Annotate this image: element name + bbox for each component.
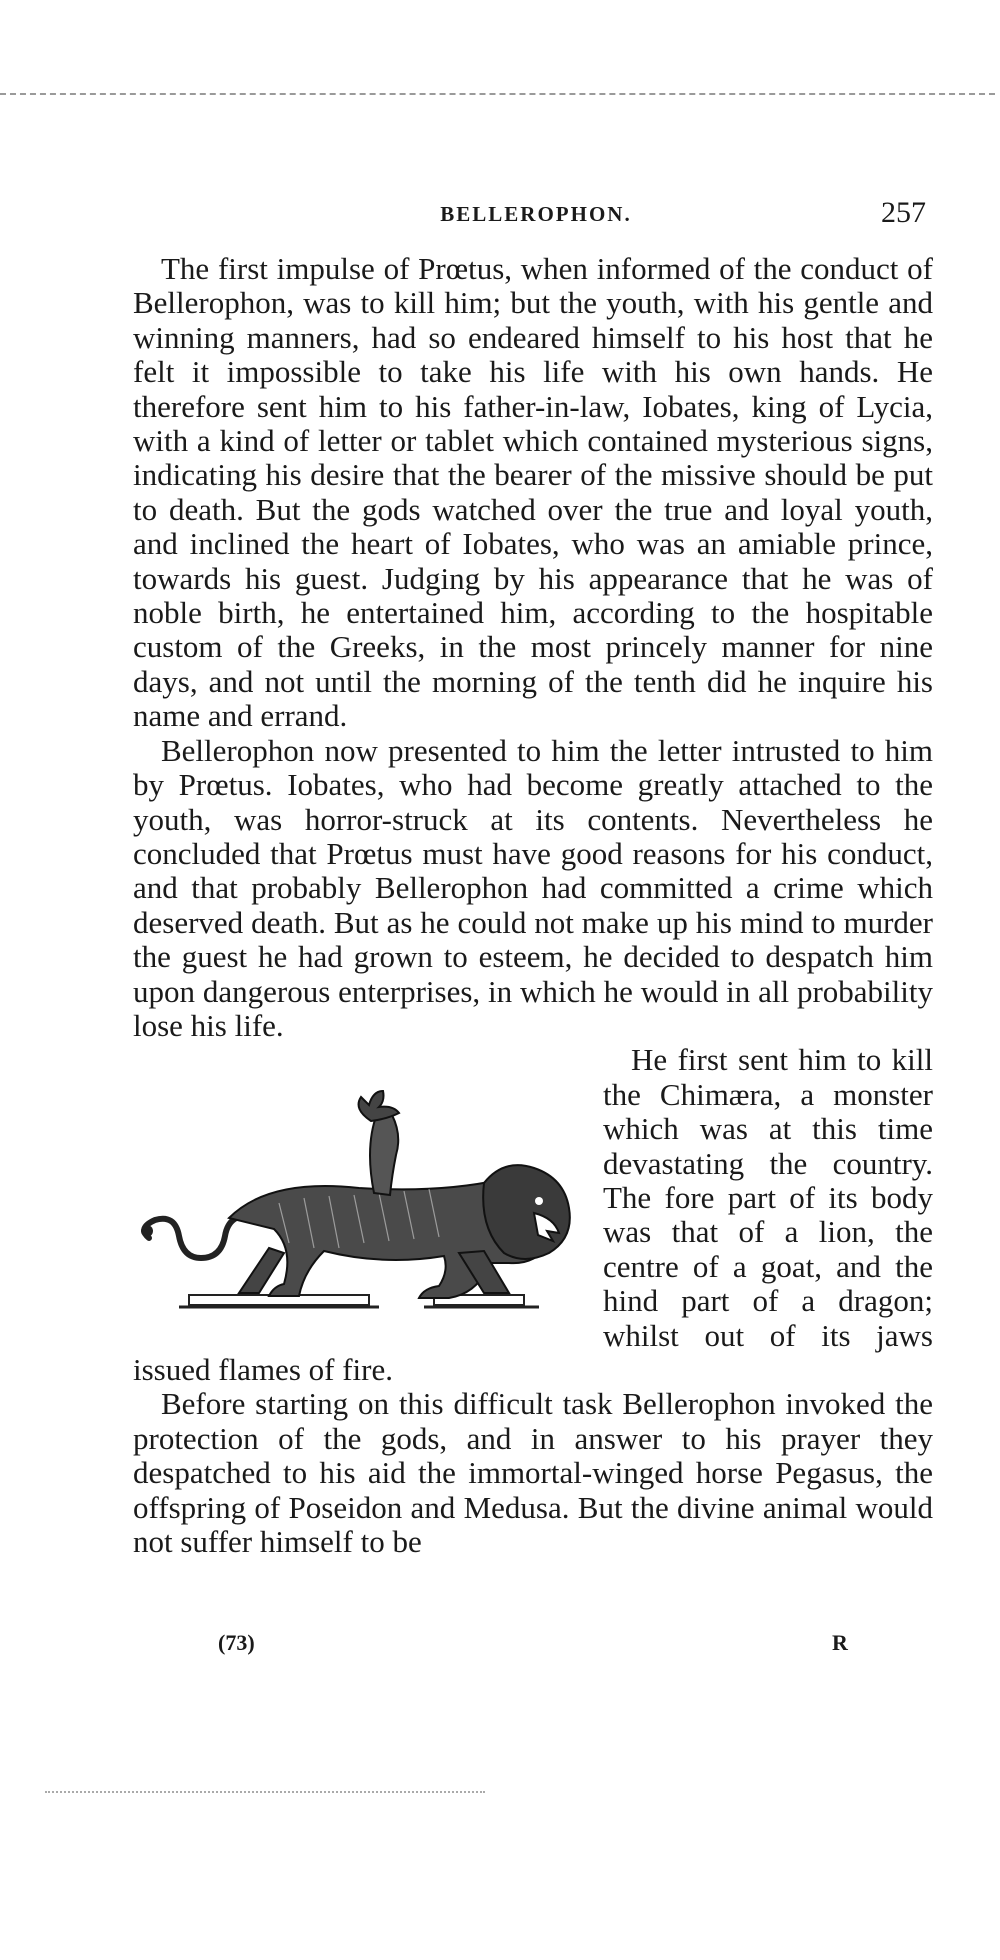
page-header bbox=[140, 196, 932, 232]
scan-artifact-top-line bbox=[0, 93, 995, 95]
paragraph-4: Before starting on this difficult task Bellerophon invoked the protection of the gods, and in answer to his prayer they despatched to his aid the immortal-winged horse Pegasus, the offspring of Poseidon and Medusa. But the divine animal would not suffer himself to be bbox=[133, 1386, 933, 1560]
chimaera-illustration-icon bbox=[129, 1043, 599, 1348]
paragraph-1: The first impulse of Prœtus, when informed of the conduct of Bellerophon, was to kill him; but the youth, with his gentle and winning manners, had so endeared himself to his host that he felt it impossible to take his life with his own hands. He therefore sent him to his father-in-law, Iobates, king of Lycia, with a kind of letter or tablet which contained mysterious signs, indicating his desire that the bearer of the missive should be put to death. But the gods watched over the true and loyal youth, and inclined the heart of Iobates, who was an amiable prince, towards his guest. Judging by his appearance that he was of noble birth, he entertained him, according to the hospitable custom of the Greeks, in the most princely manner for nine days, and not until the morning of the tenth did he inquire his name and errand. bbox=[133, 251, 933, 734]
scan-artifact-bottom-line bbox=[45, 1791, 485, 1793]
paragraph-2 bbox=[133, 734, 933, 1044]
running-title: BELLEROPHON. bbox=[440, 202, 632, 226]
page-number: 257 bbox=[881, 196, 926, 229]
chimaera-figure bbox=[129, 1043, 599, 1348]
paragraph-2-text: Bellerophon now presented to him the letter intrusted to him by Prœtus. Iobates, who had become greatly attached to the youth, was horror-struck at its contents. Nevertheless he concluded that Prœtus must have good reasons for his conduct, and that probably Bellerophon had committed a crime which deserved death. But as he could not make up his mind to murder the guest he had grown to esteem, he decided to despatch him upon dangerous enterprises, in which he would in all probability lose his life. bbox=[133, 732, 933, 1043]
paragraph-3: He first sent him to kill the Chimæra, a monster which was at this time devastating the country. The fore part of its body was that of a lion, the centre of a goat, and the hind part of a dragon; whilst out of its jaws issued flames of fire. bbox=[133, 1042, 933, 1387]
body-text bbox=[133, 252, 933, 1559]
signature-mark: (73) bbox=[218, 1630, 255, 1655]
gathering-mark: R bbox=[832, 1630, 848, 1655]
